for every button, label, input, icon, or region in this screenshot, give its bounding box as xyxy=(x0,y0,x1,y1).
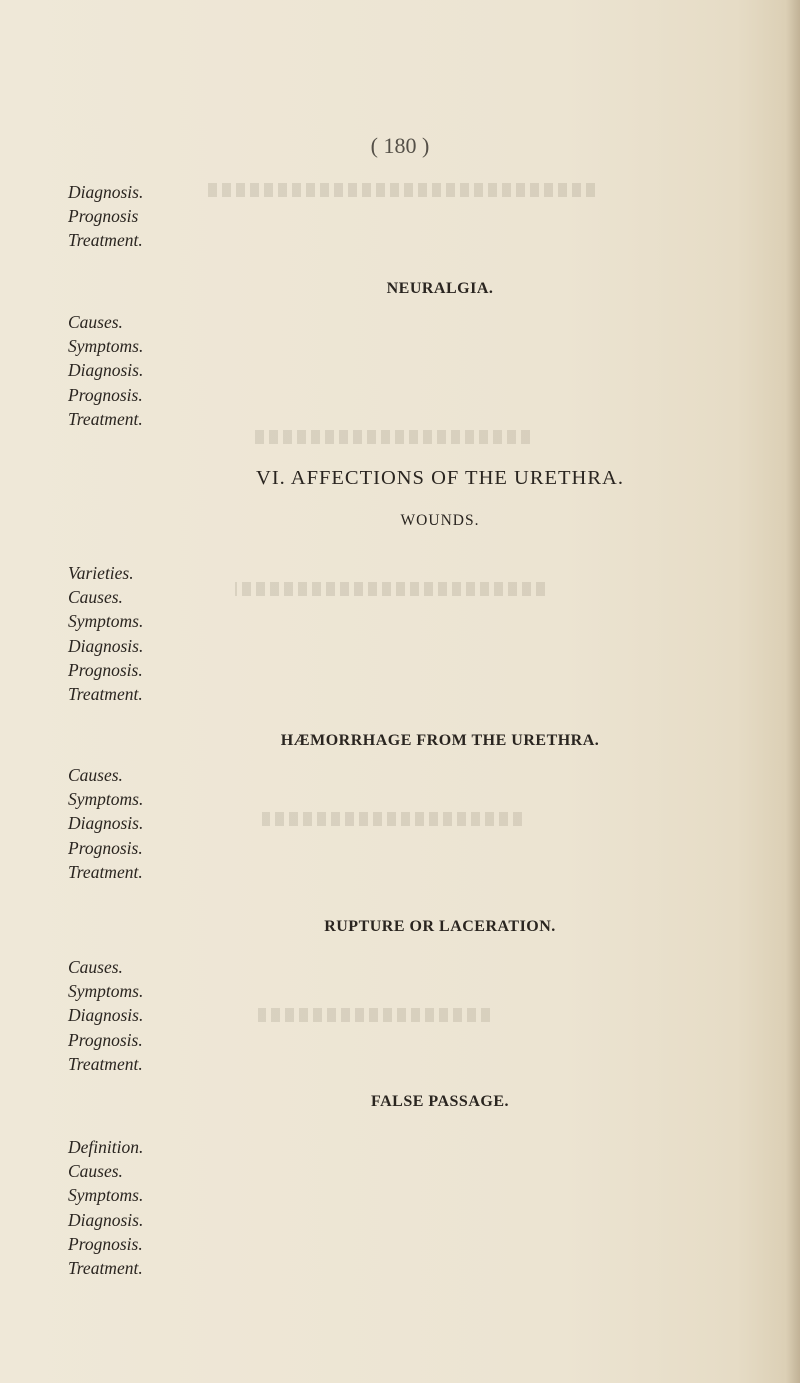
margin-note: Prognosis. xyxy=(68,384,143,405)
margin-note: Treatment. xyxy=(68,861,143,882)
bleed-through xyxy=(262,812,522,826)
margin-note: Treatment. xyxy=(68,684,143,705)
margin-note: Prognosis. xyxy=(68,1029,143,1050)
margin-note: Diagnosis. xyxy=(68,635,144,656)
margin-note: Causes. xyxy=(68,587,123,608)
margin-notes-rupture xyxy=(68,955,143,1076)
margin-note: Causes. xyxy=(68,312,123,332)
section-heading-haemorrhage: HÆMORRHAGE FROM THE URETHRA. xyxy=(280,732,600,749)
margin-note: Diagnosis. xyxy=(68,1005,144,1026)
margin-note: Prognosis. xyxy=(68,1233,143,1254)
bleed-through xyxy=(205,183,595,197)
margin-note: Symptoms. xyxy=(68,336,144,357)
bleed-through xyxy=(235,582,545,596)
section-heading-rupture: RUPTURE OR LACERATION. xyxy=(324,918,556,935)
margin-note: Causes. xyxy=(68,957,123,977)
margin-note: Causes. xyxy=(68,765,123,785)
page-number: ( 180 ) xyxy=(370,133,430,158)
margin-notes-neuralgia xyxy=(68,310,143,431)
section-heading-wounds: WOUNDS. xyxy=(400,512,480,529)
margin-note: Varieties. xyxy=(68,563,134,583)
margin-note: Symptoms. xyxy=(68,611,144,632)
margin-notes-wounds xyxy=(68,561,143,706)
margin-note: Causes. xyxy=(68,1161,123,1182)
margin-note: Diagnosis. xyxy=(68,1209,144,1230)
margin-note: Prognosis. xyxy=(68,837,143,858)
margin-note: Prognosis. xyxy=(68,659,143,680)
margin-notes-false-passage xyxy=(68,1135,143,1280)
chapter-heading-urethra: VI. AFFECTIONS OF THE URETHRA. xyxy=(256,467,624,489)
page-edge xyxy=(786,0,800,1383)
margin-note: Diagnosis. xyxy=(68,360,144,381)
margin-note: Treatment. xyxy=(68,408,143,429)
section-heading-false-passage: FALSE PASSAGE. xyxy=(371,1093,509,1110)
margin-note: Prognosis xyxy=(68,206,139,227)
margin-note: Symptoms. xyxy=(68,1185,144,1206)
margin-note: Definition. xyxy=(68,1137,144,1157)
margin-note: Treatment. xyxy=(68,1053,143,1074)
margin-note: Treatment. xyxy=(68,1258,143,1279)
bleed-through xyxy=(258,1008,490,1022)
margin-note: Symptoms. xyxy=(68,789,144,810)
margin-note: Treatment. xyxy=(68,230,143,251)
margin-note: Diagnosis. xyxy=(68,182,144,202)
bleed-through xyxy=(250,430,530,444)
margin-note: Symptoms. xyxy=(68,981,144,1002)
margin-note: Diagnosis. xyxy=(68,813,144,834)
margin-notes-haemorrhage xyxy=(68,763,143,884)
section-heading-neuralgia: NEURALGIA. xyxy=(386,280,494,297)
margin-notes-continuation xyxy=(68,180,143,253)
